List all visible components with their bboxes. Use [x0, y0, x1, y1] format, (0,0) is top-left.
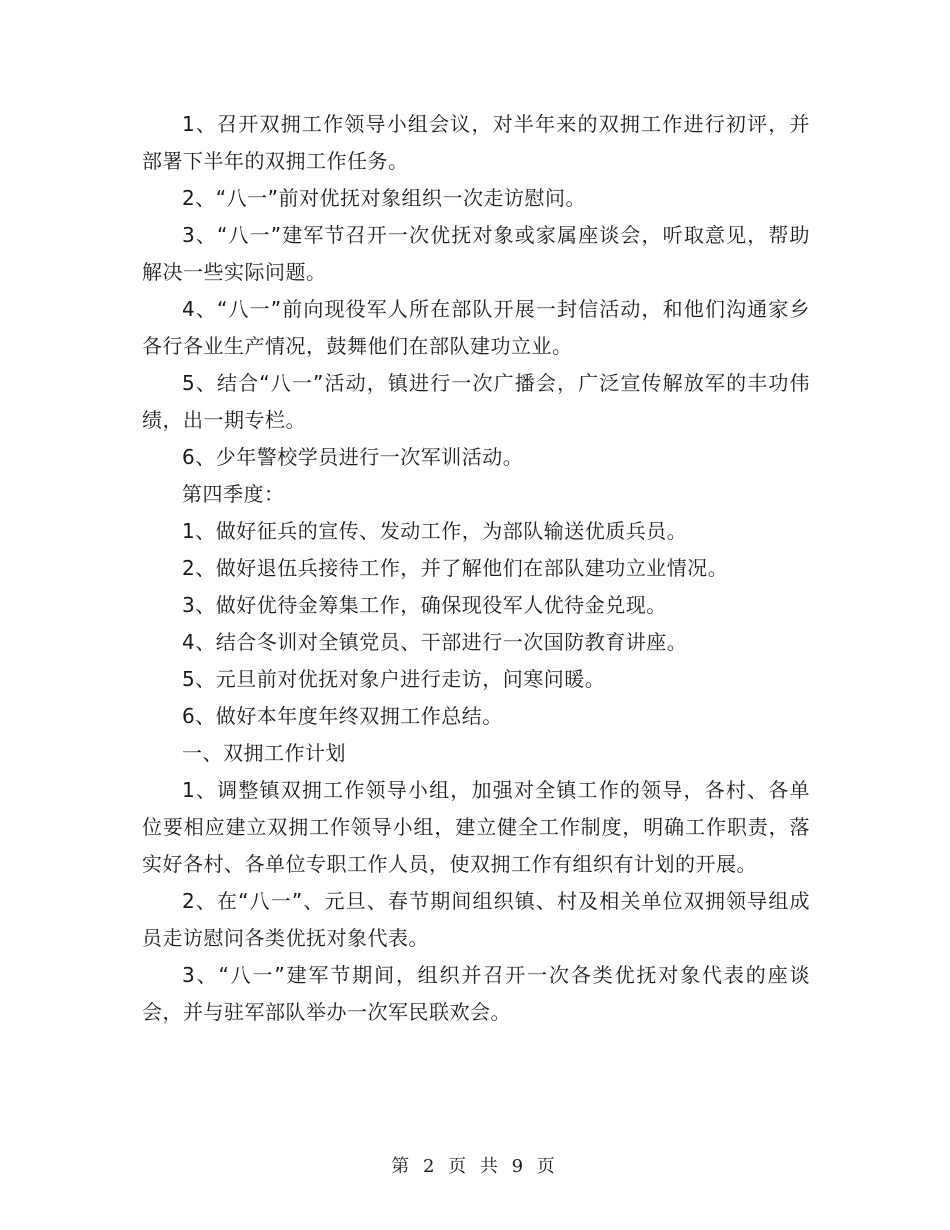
- paragraph: 6、少年警校学员进行一次军训活动。: [182, 445, 524, 469]
- page-footer: [0, 1152, 950, 1178]
- section-heading: 一、双拥工作计划: [182, 741, 346, 765]
- paragraph: 3、“八一”建军节期间，组织并召开一次各类优抚对象代表的座谈会，并与驻军部队举办一次军民联欢会。: [142, 963, 810, 1024]
- section-heading: 第四季度：: [182, 482, 285, 506]
- paragraph: 2、在“八一”、元旦、春节期间组织镇、村及相关单位双拥领导组成员走访慰问各类优抚对象代表。: [142, 889, 810, 950]
- paragraph: 6、做好本年度年终双拥工作总结。: [182, 704, 503, 728]
- paragraph: 4、“八一”前向现役军人所在部队开展一封信活动，和他们沟通家乡各行各业生产情况，鼓舞他们在部队建功立业。: [142, 297, 810, 358]
- paragraph: 1、召开双拥工作领导小组会议，对半年来的双拥工作进行初评，并部署下半年的双拥工作任务。: [142, 112, 810, 173]
- document-body: [142, 106, 810, 1031]
- paragraph: 3、做好优待金筹集工作，确保现役军人优待金兑现。: [182, 593, 667, 617]
- paragraph: 4、结合冬训对全镇党员、干部进行一次国防教育讲座。: [182, 630, 688, 654]
- paragraph: 5、结合“八一”活动，镇进行一次广播会，广泛宣传解放军的丰功伟绩，出一期专栏。: [142, 371, 810, 432]
- paragraph: 1、调整镇双拥工作领导小组，加强对全镇工作的领导，各村、各单位要相应建立双拥工作领导小组，建立健全工作制度，明确工作职责，落实好各村、各单位专职工作人员，使双拥工作有组织有计划的开展。: [142, 778, 810, 876]
- paragraph: 2、“八一”前对优抚对象组织一次走访慰问。: [182, 186, 586, 210]
- paragraph: 3、“八一”建军节召开一次优抚对象或家属座谈会，听取意见，帮助解决一些实际问题。: [142, 223, 810, 284]
- page-number-label: 第 2 页 共 9 页: [391, 1156, 559, 1177]
- paragraph: 1、做好征兵的宣传、发动工作，为部队输送优质兵员。: [182, 519, 688, 543]
- paragraph: 2、做好退伍兵接待工作，并了解他们在部队建功立业情况。: [182, 556, 729, 580]
- paragraph: 5、元旦前对优抚对象户进行走访，问寒问暖。: [182, 667, 606, 691]
